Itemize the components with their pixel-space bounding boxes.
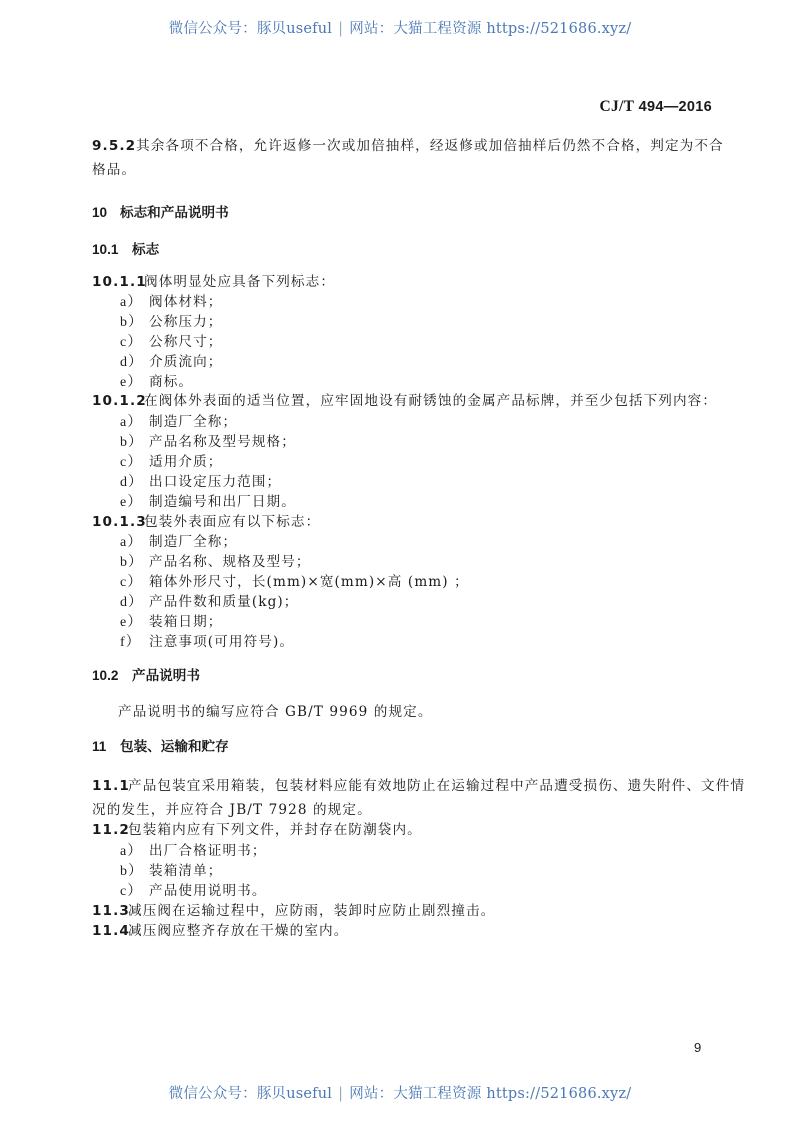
clause-text: 包装箱内应有下列文件，并封存在防潮袋内。 [128, 822, 422, 838]
section-number: 10.1 [92, 242, 119, 257]
list-item [120, 881, 267, 902]
clause-number: 10.1.3 [92, 514, 147, 530]
clause-text: 在阀体外表面的适当位置，应牢固地设有耐锈蚀的金属产品标牌，并至少包括下列内容： [144, 393, 718, 409]
clause-text: 格品。 [92, 162, 137, 178]
clause-11-3 [92, 901, 495, 921]
list-item [120, 292, 222, 313]
clause-number: 11.4 [92, 923, 130, 939]
page-number: 9 [694, 1040, 702, 1055]
list-item [120, 572, 469, 593]
list-item [120, 452, 222, 473]
list-item [120, 352, 222, 373]
clause-11-1 [92, 776, 745, 796]
clause-11-4 [92, 921, 348, 941]
list-marker: c） [120, 575, 143, 590]
standard-code [600, 98, 713, 116]
list-text: 制造厂全称； [149, 534, 238, 550]
clause-number: 11.2 [92, 822, 130, 838]
list-text: 制造编号和出厂日期。 [149, 494, 296, 510]
watermark-wechat-text: 微信公众号：豚贝useful [168, 21, 333, 37]
list-text: 注意事项(可用符号)。 [149, 634, 295, 650]
watermark-bottom [0, 1082, 800, 1103]
list-marker: e） [120, 615, 143, 630]
clause-text: 其余各项不合格，允许返修一次或加倍抽样，经返修或加倍抽样后仍然不合格，判定为不合 [136, 138, 724, 154]
clause-text: 包装外表面应有以下标志： [144, 514, 321, 530]
watermark-separator: | [338, 21, 344, 37]
clause-number: 10.1.2 [92, 393, 147, 409]
clause-10-2-text [118, 702, 433, 722]
watermark-wechat-text: 微信公众号：豚贝useful [168, 1086, 333, 1102]
list-text: 出厂合格证明书； [149, 843, 267, 859]
section-title: 标志和产品说明书 [120, 205, 229, 221]
list-item [120, 432, 296, 453]
list-marker: f） [120, 635, 141, 650]
list-marker: b） [120, 864, 144, 879]
list-text: 公称尺寸； [149, 334, 223, 350]
list-text: 箱体外形尺寸，长(mm)×宽(mm)×高 (mm) ； [149, 574, 469, 590]
clause-10-1-3 [92, 512, 320, 532]
list-marker: a） [120, 295, 143, 310]
list-marker: b） [120, 315, 144, 330]
list-marker: c） [120, 335, 143, 350]
section-heading-10-1 [92, 240, 159, 260]
section-number: 10 [92, 205, 108, 220]
list-text: 商标。 [149, 374, 194, 390]
clause-number: 10.1.1 [92, 274, 147, 290]
section-heading-11 [92, 737, 229, 757]
list-marker: e） [120, 495, 143, 510]
clause-number: 11.3 [92, 903, 130, 919]
list-item [120, 412, 237, 433]
list-marker: d） [120, 475, 144, 490]
clause-number: 9.5.2 [92, 138, 137, 154]
watermark-top [0, 17, 800, 38]
clause-10-1-2 [92, 391, 717, 411]
list-text: 阀体材料； [149, 294, 223, 310]
clause-text: 减压阀在运输过程中，应防雨，装卸时应防止剧烈撞击。 [128, 903, 496, 919]
list-marker: d） [120, 355, 144, 370]
clause-11-1-cont [92, 800, 372, 820]
clause-text: 减压阀应整齐存放在干燥的室内。 [128, 923, 349, 939]
section-heading-10-2 [92, 666, 200, 686]
list-marker: c） [120, 884, 143, 899]
clause-text: 产品说明书的编写应符合 GB/T 9969 的规定。 [118, 704, 433, 720]
list-marker: c） [120, 455, 143, 470]
list-text: 产品名称、规格及型号； [149, 554, 311, 570]
list-marker: a） [120, 844, 143, 859]
clause-9-5-2-cont [92, 160, 136, 180]
list-text: 装箱清单； [149, 863, 223, 879]
list-item [120, 312, 222, 333]
list-marker: d） [120, 595, 144, 610]
list-item [120, 332, 222, 353]
list-text: 产品使用说明书。 [149, 883, 267, 899]
list-marker: e） [120, 375, 143, 390]
list-item [120, 552, 311, 573]
list-item [120, 472, 281, 493]
list-marker: a） [120, 415, 143, 430]
list-text: 公称压力； [149, 314, 223, 330]
section-title: 标志 [132, 242, 160, 258]
list-text: 产品名称及型号规格； [149, 434, 296, 450]
clause-11-2 [92, 820, 422, 840]
section-title: 产品说明书 [132, 668, 200, 684]
clause-number: 11.1 [92, 778, 130, 794]
watermark-website-text: 网站：大猫工程资源 https://521686.xyz/ [349, 1086, 632, 1102]
list-text: 适用介质； [149, 454, 223, 470]
list-marker: a） [120, 535, 143, 550]
list-item [120, 372, 193, 393]
clause-text: 阀体明显处应具备下列标志： [144, 274, 336, 290]
watermark-website-text: 网站：大猫工程资源 https://521686.xyz/ [349, 21, 632, 37]
section-heading-10 [92, 203, 229, 223]
list-marker: b） [120, 555, 144, 570]
section-number: 10.2 [92, 668, 119, 683]
standard-code-prefix: CJ/T [599, 98, 635, 115]
list-text: 装箱日期； [149, 614, 223, 630]
standard-code-number: 494—2016 [638, 99, 712, 115]
clause-10-1-1 [92, 272, 335, 292]
section-title: 包装、运输和贮存 [120, 739, 229, 755]
list-item [120, 861, 222, 882]
clause-9-5-2 [92, 136, 724, 156]
list-text: 制造厂全称； [149, 414, 238, 430]
list-item [120, 532, 237, 553]
list-text: 介质流向； [149, 354, 223, 370]
list-marker: b） [120, 435, 144, 450]
list-item [120, 492, 296, 513]
clause-text: 况的发生，并应符合 JB/T 7928 的规定。 [92, 802, 372, 818]
list-item [120, 592, 299, 613]
list-text: 出口设定压力范围； [149, 474, 282, 490]
list-item [120, 632, 294, 653]
list-text: 产品件数和质量(kg)； [149, 594, 299, 610]
section-number: 11 [92, 739, 107, 754]
watermark-separator: | [338, 1086, 344, 1102]
clause-text: 产品包装宜采用箱装，包装材料应能有效地防止在运输过程中产品遭受损伤、遗失附件、文件情 [128, 778, 746, 794]
list-item [120, 612, 222, 633]
list-item [120, 841, 267, 862]
